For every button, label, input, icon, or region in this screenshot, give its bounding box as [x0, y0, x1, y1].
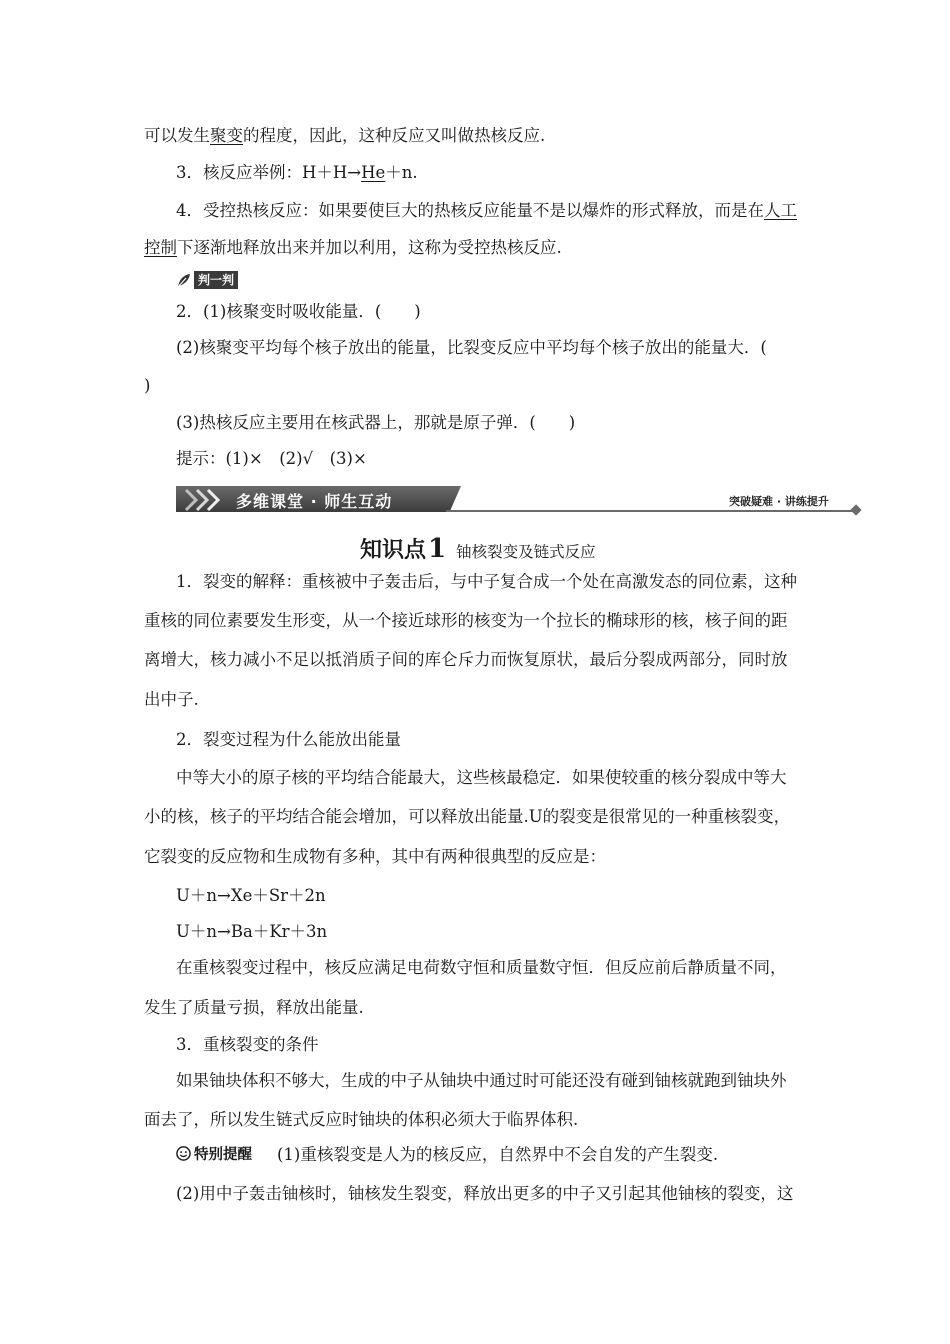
text-span: 可以发生	[144, 126, 210, 145]
knowledge-point-number: 1	[428, 534, 447, 564]
text-line	[144, 126, 545, 146]
body-line: 重核的同位素要发生形变，从一个接近球形的核变为一个拉长的椭球形的核，核子间的距	[144, 611, 788, 630]
leaf-icon	[176, 272, 192, 288]
text-span: 下逐渐地释放出来并加以利用，这称为受控热核反应.	[177, 238, 562, 257]
tip-line: (2)用中子轰击铀核时，铀核发生裂变，释放出更多的中子又引起其他铀核的裂变，这	[176, 1184, 794, 1203]
banner-title: 多维课堂 · 师生互动	[236, 492, 393, 511]
body-line: 3．重核裂变的条件	[176, 1035, 319, 1054]
knowledge-point-heading	[360, 533, 596, 564]
body-line: 在重核裂变过程中，核反应满足电荷数守恒和质量数守恒．但反应前后静质量不同，	[176, 958, 787, 977]
diamond-icon	[850, 504, 861, 515]
tip-line: (1)重核裂变是人为的核反应，自然界中不会自发的产生裂变.	[277, 1145, 719, 1164]
text-line	[176, 201, 797, 221]
text-span: ＋n.	[385, 163, 418, 182]
body-line: 离增大，核力减小不足以抵消质子间的库仑斥力而恢复原状，最后分裂成两部分，同时放	[144, 650, 788, 669]
body-line: 出中子.	[144, 690, 199, 709]
judge-badge-label: 判一判	[194, 271, 238, 289]
banner-subtitle: 突破疑难 · 讲练提升	[729, 495, 829, 508]
judge-badge	[176, 271, 238, 289]
body-line: 2．裂变过程为什么能放出能量	[176, 730, 401, 749]
text-span: 3．核反应举例：H＋H→	[176, 163, 362, 182]
underlined-term: 控制	[144, 238, 177, 257]
body-line: 它裂变的反应物和生成物有多种，其中有两种很典型的反应是：	[144, 847, 606, 866]
knowledge-point-label: 知识点	[360, 538, 427, 563]
text-span: 4．受控热核反应：如果要使巨大的热核反应能量不是以爆炸的形式释放，而是在	[176, 201, 764, 220]
body-line: 1．裂变的解释：重核被中子轰击后，与中子复合成一个处在高激发态的同位素，这种	[176, 572, 797, 591]
special-tip-label: 特别提醒	[194, 1147, 252, 1163]
underlined-term: 聚变	[210, 126, 243, 145]
underlined-term: He	[361, 163, 386, 182]
banner-rule	[446, 510, 856, 512]
body-line: 小的核，核子的平均结合能会增加，可以释放出能量.U的裂变是很常见的一种重核裂变，	[144, 807, 791, 826]
question-2: (2)核聚变平均每个核子放出的能量，比裂变反应中平均每个核子放出的能量大．(	[176, 338, 767, 357]
special-tip-badge	[176, 1143, 252, 1164]
knowledge-point-topic: 铀核裂变及链式反应	[456, 543, 596, 561]
equation: U＋n→Xe＋Sr＋2n	[176, 886, 326, 905]
body-line: 中等大小的原子核的平均结合能最大，这些核最稳定．如果使较重的核分裂成中等大	[176, 768, 787, 787]
text-span: 的程度，因此，这种反应又叫做热核反应.	[243, 126, 546, 145]
body-line: 面去了，所以发生链式反应时铀块的体积必须大于临界体积.	[144, 1110, 579, 1129]
section-banner	[176, 486, 866, 514]
question-2-end: )	[144, 376, 151, 395]
underlined-term: 人工	[764, 201, 797, 220]
chevron-icon	[184, 489, 224, 511]
text-line	[144, 238, 562, 258]
body-line: 发生了质量亏损，释放出能量.	[144, 998, 364, 1017]
equation: U＋n→Ba＋Kr＋3n	[176, 922, 328, 941]
smiley-icon	[176, 1146, 191, 1161]
text-line	[176, 163, 418, 183]
body-line: 如果铀块体积不够大，生成的中子从铀块中通过时可能还没有碰到铀核就跑到铀块外	[176, 1071, 787, 1090]
answer-hint: 提示：(1)× (2)√ (3)×	[176, 449, 367, 468]
question-3: (3)热核反应主要用在核武器上，那就是原子弹．( )	[176, 413, 576, 432]
question-1: 2．(1)核聚变时吸收能量．( )	[176, 302, 421, 321]
